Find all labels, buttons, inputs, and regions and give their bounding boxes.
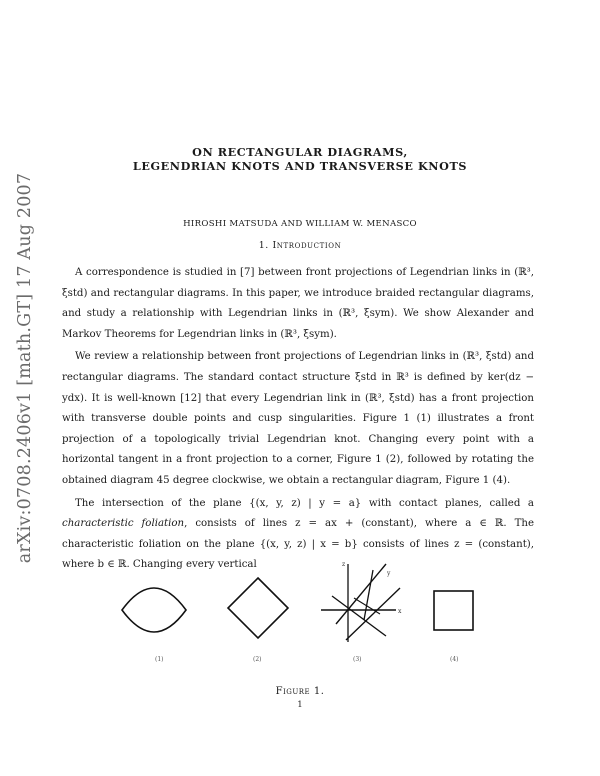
paragraph-3-start: The intersection of the plane {(x, y, z) | y = a} with contact planes, called a (75, 497, 534, 509)
paper-authors: HIROSHI MATSUDA AND WILLIAM W. MENASCO (183, 219, 417, 229)
rotation-construction-diagram (321, 561, 402, 642)
axis-label-z: z (342, 561, 346, 568)
characteristic-foliation-term: characteristic foliation (62, 518, 185, 530)
section-title: Introduction (272, 240, 342, 251)
section-heading (0, 240, 600, 251)
paper-title-line-2: LEGENDRIAN KNOTS AND TRANSVERSE KNOTS (132, 159, 468, 173)
page-number: 1 (297, 700, 303, 710)
paper-title-line-1: ON RECTANGULAR DIAGRAMS, (192, 145, 408, 159)
arxiv-identifier: arXiv:0708.2406v1 [math.GT] 17 Aug 2007 (15, 172, 35, 564)
axis-label-x: x (398, 608, 402, 615)
paragraph-3-end: , consists of lines z = ax + (constant), where a ∈ ℝ. The characteristic foliation on the plane {(x, y, z) | x = b} consists of lines z = (constant), where b ∈ ℝ. Changing every vertical (62, 518, 534, 571)
figure-label-1: (1) (155, 656, 164, 663)
arxiv-identifier-sidebar (12, 172, 38, 564)
body-text (62, 263, 534, 576)
section-number: 1. (258, 240, 269, 251)
front-projection-diagram (122, 588, 186, 632)
corner-diagram (228, 578, 288, 638)
figure-label-3: (3) (353, 656, 362, 663)
figure-label-2: (2) (253, 656, 262, 663)
paragraph-2: We review a relationship between front projections of Legendrian links in (ℝ³, ξstd) and rectangular diagrams. The standard contact structure ξstd in ℝ³ is defined by ker(dz − ydx). It is well-known [12] that every Legendrian link in (ℝ³, ξstd) has a front projection with transverse double points and cusp singularities. Figure 1 (1) illustrates a front projection of a topologically trivial Legendrian knot. Changing every point with a horizontal tangent in a front projection to a corner, Figure 1 (2), followed by rotating the obtained diagram 45 degree clockwise, we obtain a rectangular diagram, Figure 1 (4). (62, 351, 534, 486)
figure-label-4: (4) (450, 656, 459, 663)
figure-caption: Figure 1. (275, 686, 325, 697)
paragraph-1: A correspondence is studied in [7] between front projections of Legendrian links in (ℝ³, ξstd) and rectangular diagrams. In this paper, we introduce braided rectangular diagrams, and study a relationship with Legendrian links in (ℝ³, ξsym). We show Alexander and Markov Theorems for Legendrian links in (ℝ³, ξsym). (62, 267, 534, 340)
axis-label-y: y (387, 570, 391, 577)
rectangular-diagram (434, 591, 473, 630)
figure-1-diagrams (110, 558, 490, 668)
